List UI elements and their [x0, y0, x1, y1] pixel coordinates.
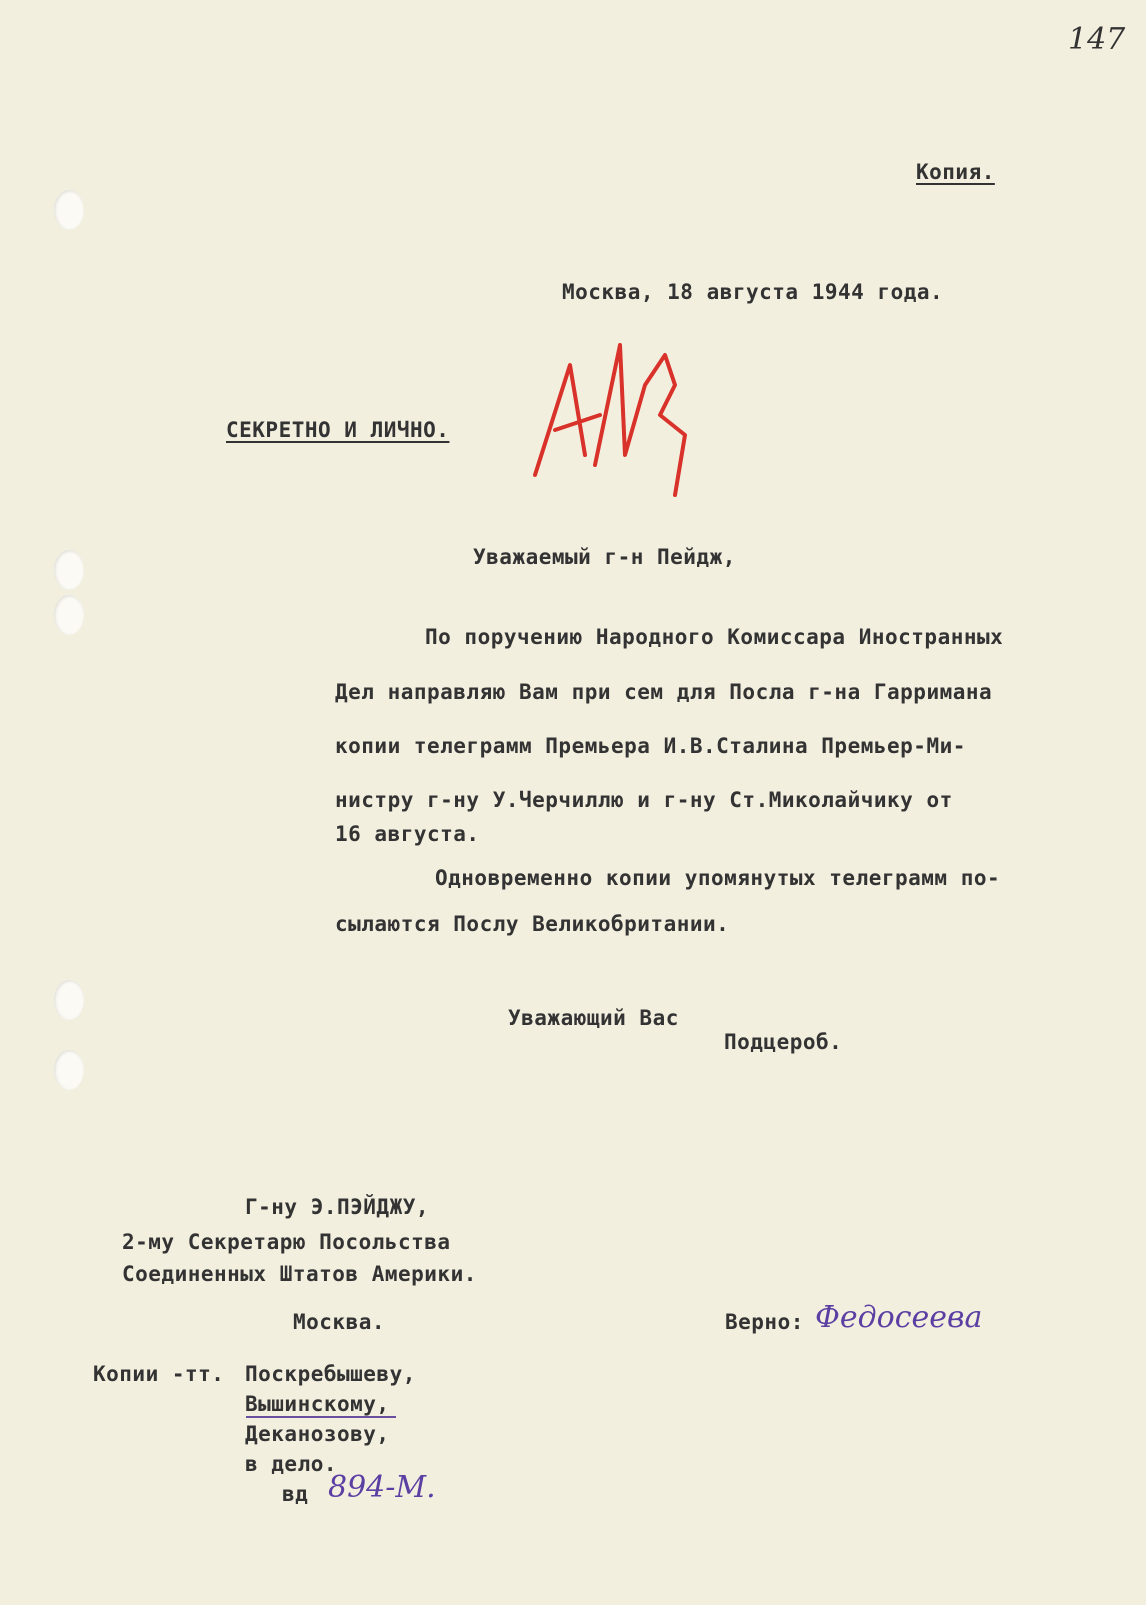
red-signature	[525, 325, 715, 505]
body-line: Дел направляю Вам при сем для Посла г-на Гарримана	[335, 680, 993, 704]
punch-hole	[54, 595, 84, 635]
classification-label: СЕКРЕТНО И ЛИЧНО.	[226, 418, 450, 442]
copy-recipient: в дело.	[245, 1452, 338, 1476]
body-line: 16 августа.	[335, 822, 480, 846]
body-line: копии телеграмм Премьера И.В.Сталина Премьер-Ми-	[335, 734, 966, 758]
punch-hole	[54, 190, 84, 230]
closing-phrase: Уважающий Вас	[508, 1006, 679, 1030]
verified-label: Верно:	[725, 1310, 804, 1334]
ref-number: 894-М.	[328, 1470, 436, 1505]
copy-label: Копия.	[916, 160, 995, 184]
body-line: нистру г-ну У.Черчиллю и г-ну Ст.Миколайчику от	[335, 788, 953, 812]
punch-hole	[54, 980, 84, 1020]
copy-recipient: Поскребышеву,	[245, 1362, 416, 1386]
addressee-line: Г-ну Э.ПЭЙДЖУ,	[245, 1195, 430, 1219]
addressee-line: Соединенных Штатов Америки.	[122, 1262, 477, 1286]
body-line: Одновременно копии упомянутых телеграмм по-	[435, 866, 1001, 890]
salutation: Уважаемый г-н Пейдж,	[473, 545, 736, 569]
addressee-line: 2-му Секретарю Посольства	[122, 1230, 451, 1254]
copy-recipient: Деканозову,	[245, 1422, 390, 1446]
copies-label: Копии -тт.	[93, 1362, 225, 1386]
punch-hole	[54, 550, 84, 590]
copy-recipient: Вышинскому,	[245, 1392, 390, 1416]
signer-name: Подцероб.	[724, 1030, 843, 1054]
body-line: По поручению Народного Комиссара Иностранных	[425, 625, 1004, 649]
underline-mark	[246, 1416, 396, 1418]
punch-hole	[54, 1050, 84, 1090]
ref-prefix: вд	[282, 1482, 309, 1506]
verified-signature: Федосеева	[815, 1300, 983, 1335]
page-number: 147	[1068, 22, 1126, 57]
place-date: Москва, 18 августа 1944 года.	[562, 280, 944, 304]
addressee-line: Москва.	[293, 1310, 386, 1334]
body-line: сылаются Послу Великобритании.	[335, 912, 730, 936]
